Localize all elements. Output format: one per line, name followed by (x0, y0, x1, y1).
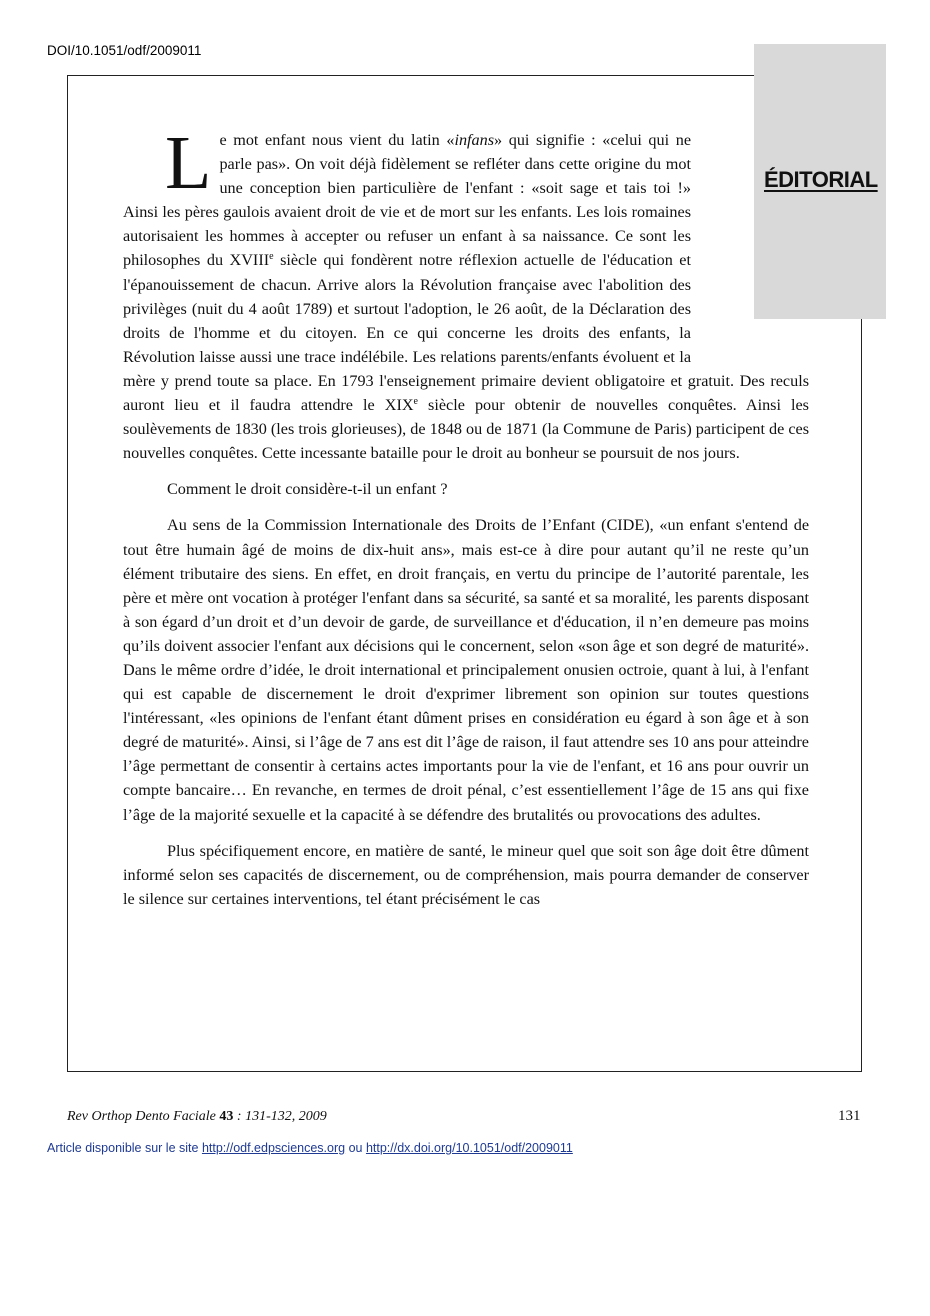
article-body (123, 121, 810, 911)
journal-citation: Rev Orthop Dento Faciale 43 : 131-132, 2009 (67, 1109, 327, 1124)
drop-cap: L (165, 121, 212, 205)
section-label: ÉDITORIAL (764, 167, 878, 192)
paragraph-intro: Le mot enfant nous vient du latin «infans» qui signifie : «celui qui ne parle pas». On voit déjà fidèlement se refléter dans cette origine du mot une conception bien particulière de l'enfant : «soit sage et tais toi !» Ainsi les pères gaulois avaient droit de vie et de mort sur les enfants. Les lois romaines autorisaient les hommes à accepter ou refuser un enfant à sa naissance. Ce sont les philosophes du XVIIIe siècle qui fondèrent notre réflexion actuelle de l'éducation et l'épanouissement de chacun. Arrive alors la Révolution française avec l'abolition des privilèges (nuit du 4 août 1789) et surtout l'adoption, le 26 août, de la Déclaration des droits de l'homme et du citoyen. En ce qui concerne les droits des enfants, la Révolution laisse aussi une trace indélébile. Les relations parents/enfants évoluent et la mère y prend toute sa place. En 1793 l'enseignement primaire devient obligatoire et gratuit. Des reculs auront lieu et il faudra attendre le XIXe siècle pour obtenir de nouvelles conquêtes. Ainsi les soulèvements de 1830 (les trois glorieuses), de 1848 ou de 1871 (la Commune de Paris) participent de ces nouvelles conquêtes. Cette incessante bataille pour le droit au bonheur se poursuit de nos jours. (123, 121, 810, 463)
edpsciences-link[interactable]: http://odf.edpsciences.org (201, 1141, 346, 1155)
paragraph-health: Plus spécifiquement encore, en matière de santé, le mineur quel que soit son âge doit être dûment informé selon ses capacités de discernement, ou de compréhension, mais pourra demander de conserver le silence sur certaines interventions, tel étant précisément le cas (123, 841, 809, 908)
paragraph-question: Comment le droit considère-t-il un enfant ? (167, 480, 448, 499)
doi-header: DOI/10.1051/odf/2009011 (47, 43, 202, 58)
paragraph-cide: Au sens de la Commission Internationale des Droits de l’Enfant (CIDE), «un enfant s'entend de tout être humain âgé de moins de dix-huit ans», mais est-ce à dire pour autant qu’il ne reste qu’un élément tributaire des siens. En effet, en droit français, en vertu du principe de l’autorité parentale, les père et mère ont vocation à protéger l'enfant dans sa sécurité, sa santé et sa moralité, les parents disposant à son égard d’un droit et d’un devoir de garde, de surveillance et d'éducation, il n’en demeure pas moins qu’ils doivent associer l'enfant aux décisions qui le concernent, selon «son âge et son degré de maturité». Dans le même ordre d’idée, le droit international et principalement onusien octroie, quant à lui, à l'enfant qui est capable de discernement le droit d'exprimer librement son opinion sur toutes questions l'intéressant, «les opinions de l'enfant étant dûment prises en considération eu égard à son âge et à son degré de maturité». Ainsi, si l’âge de 7 ans est dit l’âge de raison, il faut attendre ses 10 ans pour atteindre l’âge permettant de consentir à certains actes importants pour la vie de l'enfant, et 16 ans pour ouvrir un compte bancaire… En revanche, en termes de droit pénal, c’est essentiellement l’âge de 15 ans qui fixe l’âge de la majorité sexuelle et la capacité à se défendre des brutalités ou provocations des adultes. (123, 516, 809, 824)
section-tab (754, 44, 886, 319)
doi-link[interactable]: http://dx.doi.org/10.1051/odf/2009011 (365, 1141, 573, 1155)
page-number: 131 (838, 1108, 861, 1124)
availability-line: Article disponible sur le site http://odf.edpsciences.org ou http://dx.doi.org/10.1051/odf/2009011 (47, 1141, 573, 1155)
